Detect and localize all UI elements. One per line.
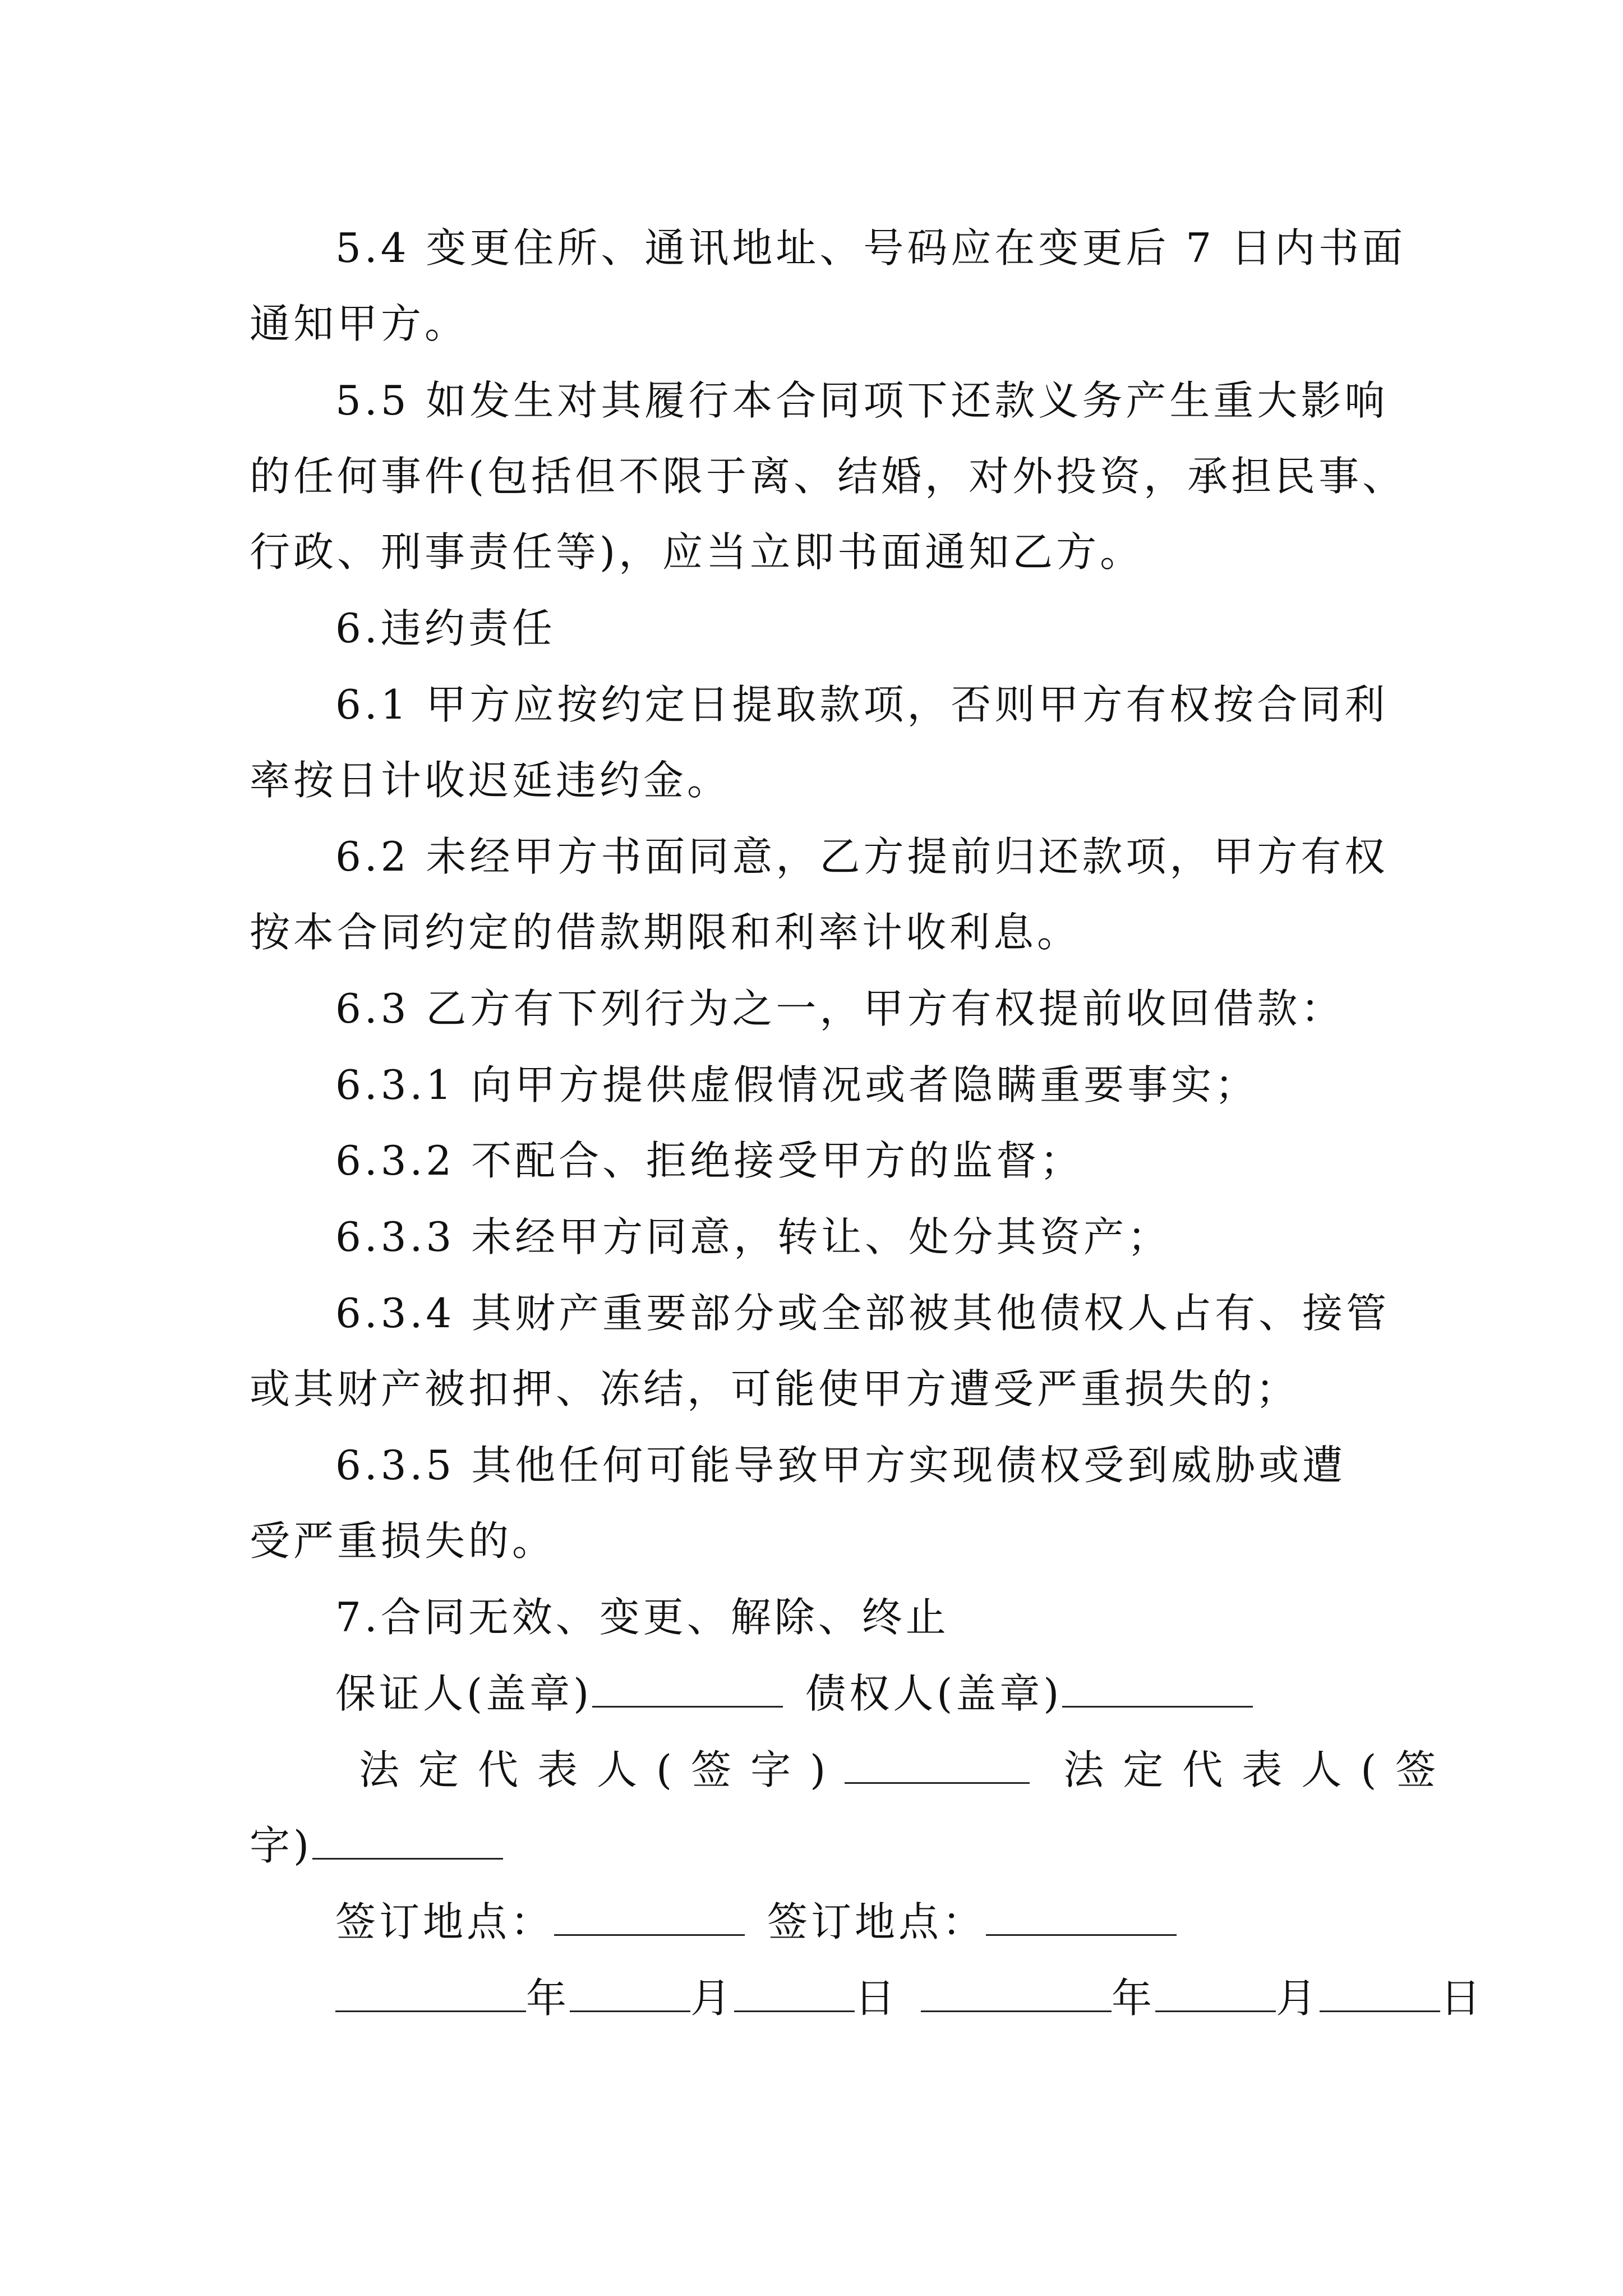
signing-place-2-blank xyxy=(986,1901,1177,1936)
signing-place-2-label: 签订地点： xyxy=(767,1898,986,1945)
creditor-seal-blank xyxy=(1062,1672,1253,1708)
date-1-day-label: 日 xyxy=(855,1975,899,2022)
date-2-day-label: 日 xyxy=(1440,1975,1484,2022)
signature-row-places xyxy=(335,1894,1177,1950)
date-2-month-label: 月 xyxy=(1276,1975,1320,2022)
clause-6-3-2: 6.3.2 不配合、拒绝接受甲方的监督； xyxy=(335,1137,1084,1184)
clause-6-3-5-line-2: 受严重损失的。 xyxy=(250,1517,556,1565)
clause-6-3-5-line-1: 6.3.5 其他任何可能导致甲方实现债权受到威胁或遭 xyxy=(335,1442,1347,1489)
guarantor-seal-blank xyxy=(592,1672,783,1708)
section-7-heading: 7.合同无效、变更、解除、终止 xyxy=(335,1594,949,1641)
clause-6-2-line-2: 按本合同约定的借款期限和利率计收利息。 xyxy=(250,909,1081,956)
date-2-month-blank xyxy=(1155,1977,1276,2012)
clause-6-1-line-2: 率按日计收迟延违约金。 xyxy=(250,757,731,804)
date-1-month-blank xyxy=(570,1977,690,2012)
legal-rep-2-label-cont: 字) xyxy=(250,1822,313,1869)
legal-rep-2-blank xyxy=(312,1824,503,1860)
date-1-day-blank xyxy=(734,1977,855,2012)
signing-place-1-label: 签订地点： xyxy=(335,1898,555,1945)
section-6-heading: 6.违约责任 xyxy=(335,605,556,652)
date-2-year-label: 年 xyxy=(1112,1975,1156,2022)
signature-row-legal-reps xyxy=(359,1742,1455,1798)
clause-5-5-line-3: 行政、刑事责任等)，应当立即书面通知乙方。 xyxy=(250,528,1144,576)
signing-place-1-blank xyxy=(554,1901,745,1936)
date-2-day-blank xyxy=(1320,1977,1440,2012)
date-1-year-blank xyxy=(335,1977,526,2012)
clause-6-3-1: 6.3.1 向甲方提供虚假情况或者隐瞒重要事实； xyxy=(335,1061,1259,1108)
creditor-seal-label: 债权人(盖章) xyxy=(805,1670,1063,1717)
clause-6-3-4-line-1: 6.3.4 其财产重要部分或全部被其他债权人占有、接管 xyxy=(335,1290,1390,1337)
legal-rep-2-label: 法定代表人(签 xyxy=(1063,1746,1455,1793)
legal-rep-1-label: 法定代表人(签字) xyxy=(359,1746,845,1793)
signature-row-dates xyxy=(335,1970,1484,2026)
signature-row-legal-rep-2-cont xyxy=(250,1818,503,1874)
signature-row-seals xyxy=(335,1665,1253,1722)
clause-6-2-line-1: 6.2 未经甲方书面同意，乙方提前归还款项，甲方有权 xyxy=(335,833,1389,880)
clause-5-5-line-1: 5.5 如发生对其履行本合同项下还款义务产生重大影响 xyxy=(335,377,1389,424)
clause-6-3: 6.3 乙方有下列行为之一，甲方有权提前收回借款： xyxy=(335,985,1345,1032)
clause-6-3-4-line-2: 或其财产被扣押、冻结，可能使甲方遭受严重损失的； xyxy=(250,1365,1300,1412)
clause-5-4-line-2: 通知甲方。 xyxy=(250,300,469,347)
date-1-year-label: 年 xyxy=(526,1975,570,2022)
clause-6-1-line-1: 6.1 甲方应按约定日提取款项，否则甲方有权按合同利 xyxy=(335,681,1389,728)
clause-5-5-line-2: 的任何事件(包括但不限于离、结婚，对外投资，承担民事、 xyxy=(250,453,1407,500)
date-2-year-blank xyxy=(921,1977,1112,2012)
clause-6-3-3: 6.3.3 未经甲方同意，转让、处分其资产； xyxy=(335,1213,1172,1260)
clause-5-4-line-1: 5.4 变更住所、通讯地址、号码应在变更后 7 日内书面 xyxy=(335,224,1406,272)
date-1-month-label: 月 xyxy=(690,1975,735,2022)
legal-rep-1-blank xyxy=(845,1749,1030,1784)
guarantor-seal-label: 保证人(盖章) xyxy=(335,1670,593,1717)
